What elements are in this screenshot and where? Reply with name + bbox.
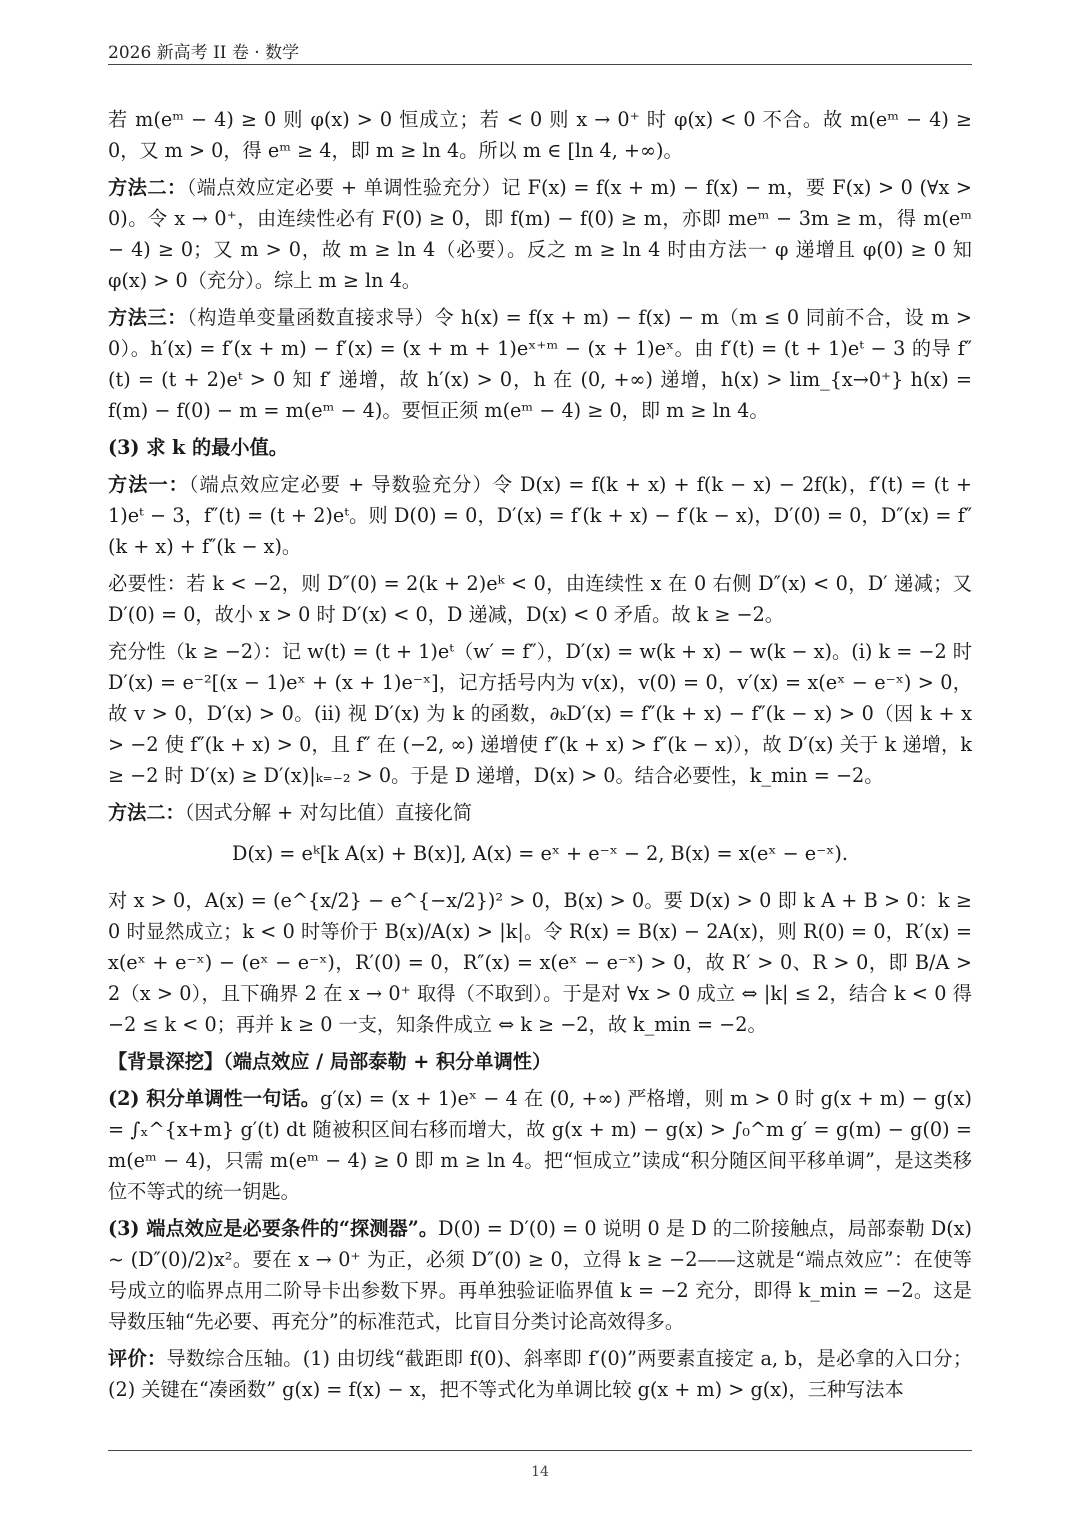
method-label: 方法一： <box>108 473 189 496</box>
paragraph-method-two: 方法二：（端点效应定必要 + 单调性验充分）记 F(x) = f(x + m) − f(x) − m，要 F(x) > 0 (∀x > 0)。令 x → 0⁺，由连续性必有 F(0) ≥ 0，即 f(m) − f(0) ≥ m，亦即 meᵐ − 3m ≥ m，得 m(eᵐ − 4) ≥ 0；又 m > 0，故 m ≥ ln 4（必要）。反之 m ≥ ln 4 时由方法一 φ 递增且 φ(0) ≥ 0 知 φ(x) > 0（充分）。综上 m ≥ ln 4。 <box>108 176 972 292</box>
section-heading-background: 【背景深挖】（端点效应 / 局部泰勒 + 积分单调性） <box>108 1050 552 1073</box>
point-label: (2) 积分单调性一句话。 <box>108 1087 321 1110</box>
footer-rule <box>108 1450 972 1451</box>
paragraph-method-three: 方法三：（构造单变量函数直接求导）令 h(x) = f(x + m) − f(x) − m（m ≤ 0 同前不合，设 m > 0）。h′(x) = f′(x + m) − f′(x) = (x + m + 1)eˣ⁺ᵐ − (x + 1)eˣ。由 f′(t) = (t + 1)eᵗ − 3 的导 f″(t) = (t + 2)eᵗ > 0 知 f′ 递增，故 h′(x) > 0，h 在 (0, +∞) 递增，h(x) > lim_{x→0⁺} h(x) = f(m) − f(0) − m = m(eᵐ − 4)。要恒正须 m(eᵐ − 4) ≥ 0，即 m ≥ ln 4。 <box>108 306 972 422</box>
page-content <box>108 104 972 1411</box>
paragraph-part3-method-two: 方法二：（因式分解 + 对勾比值）直接化简 <box>108 801 473 824</box>
method-label: 方法二： <box>108 801 185 824</box>
point-label: (3) 端点效应是必要条件的“探测器”。 <box>108 1217 439 1240</box>
method-label: 方法二： <box>108 176 187 199</box>
paragraph-sufficiency: 充分性（k ≥ −2）：记 w(t) = (t + 1)eᵗ（w′ = f″），D′(x) = w(k + x) − w(k − x)。(i) k = −2 时 D′(x) = e⁻²[(x − 1)eˣ + (x + 1)e⁻ˣ]，记方括号内为 v(x)，v(0) = 0，v′(x) = x(eˣ − e⁻ˣ) > 0，故 v > 0，D′(x) > 0。(ii) 视 D′(x) 为 k 的函数，∂ₖD′(x) = f″(k + x) − f″(k − x) > 0（因 k + x > −2 使 f″(k + x) > 0，且 f″ 在 (−2, ∞) 递增使 f″(k + x) > f″(k − x)），故 D′(x) 关于 k 递增，k ≥ −2 时 D′(x) ≥ D′(x)|ₖ₌₋₂ > 0。于是 D 递增，D(x) > 0。结合必要性，k_min = −2。 <box>108 640 972 787</box>
page-header <box>108 38 972 65</box>
header-title: 2026 新高考 II 卷 · 数学 <box>108 43 300 63</box>
paragraph-endpoint-effect: (3) 端点效应是必要条件的“探测器”。D(0) = D′(0) = 0 说明 0 是 D 的二阶接触点，局部泰勒 D(x) ∼ (D″(0)/2)x²。要在 x → 0⁺ 为正，必须 D″(0) ≥ 0，立得 k ≥ −2——这就是“端点效应”：在使等号成立的临界点用二阶导卡出参数下界。再单独验证临界值 k = −2 充分，即得 k_min = −2。这是导数压轴“先必要、再充分”的标准范式，比盲目分类讨论高效得多。 <box>108 1217 972 1333</box>
paragraph-necessity: 必要性：若 k < −2，则 D″(0) = 2(k + 2)eᵏ < 0，由连续性 x 在 0 右侧 D″(x) < 0，D′ 递减；又 D′(0) = 0，故小 x > 0 时 D′(x) < 0，D 递减，D(x) < 0 矛盾。故 k ≥ −2。 <box>108 572 972 626</box>
display-equation: D(x) = eᵏ[k A(x) + B(x)], A(x) = eˣ + e⁻ˣ − 2, B(x) = x(eˣ − e⁻ˣ). <box>232 842 848 865</box>
section-heading-part3: (3) 求 k 的最小值。 <box>108 436 288 459</box>
paragraph-integral-monotonicity: (2) 积分单调性一句话。g′(x) = (x + 1)eˣ − 4 在 (0, +∞) 严格增，则 m > 0 时 g(x + m) − g(x) = ∫ₓ^{x+m} g′(t) dt 随被积区间右移而增大，故 g(x + m) − g(x) > ∫₀^m g′ = g(m) − g(0) = m(eᵐ − 4)，只需 m(eᵐ − 4) ≥ 0 即 m ≥ ln 4。把“恒成立”读成“积分随区间平移单调”，是这类移位不等式的统一钥匙。 <box>108 1087 973 1203</box>
paragraph-evaluation: 评价：导数综合压轴。(1) 由切线“截距即 f(0)、斜率即 f′(0)”两要素直接定 a, b，是必拿的入口分；(2) 关键在“凑函数” g(x) = f(x) − x，把不等式化为单调比较 g(x + m) > g(x)，三种写法本 <box>108 1347 973 1401</box>
paragraph-ratio-analysis: 对 x > 0，A(x) = (e^{x/2} − e^{−x/2})² > 0，B(x) > 0。要 D(x) > 0 即 k A + B > 0：k ≥ 0 时显然成立；k < 0 时等价于 B(x)/A(x) > |k|。令 R(x) = B(x) − 2A(x)，则 R(0) = 0，R′(x) = x(eˣ + e⁻ˣ) − (eˣ − e⁻ˣ)，R′(0) = 0，R″(x) = x(eˣ − e⁻ˣ) > 0，故 R′ > 0、R > 0，即 B/A > 2（x > 0），且下确界 2 在 x → 0⁺ 取得（不取到）。于是对 ∀x > 0 成立 ⇔ |k| ≤ 2，结合 k < 0 得 −2 ≤ k < 0；再并 k ≥ 0 一支，知条件成立 ⇔ k ≥ −2，故 k_min = −2。 <box>108 889 972 1036</box>
paragraph-case-analysis: 若 m(eᵐ − 4) ≥ 0 则 φ(x) > 0 恒成立；若 < 0 则 x → 0⁺ 时 φ(x) < 0 不合。故 m(eᵐ − 4) ≥ 0，又 m > 0，得 eᵐ ≥ 4，即 m ≥ ln 4。所以 m ∈ [ln 4, +∞)。 <box>108 108 972 162</box>
evaluation-label: 评价： <box>108 1347 167 1370</box>
page-number: 14 <box>531 1464 549 1480</box>
method-label: 方法三： <box>108 306 188 329</box>
paragraph-part3-method-one: 方法一：（端点效应定必要 + 导数验充分）令 D(x) = f(k + x) + f(k − x) − 2f(k)，f′(t) = (t + 1)eᵗ − 3，f″(t) = (t + 2)eᵗ。则 D(0) = 0，D′(x) = f′(k + x) − f′(k − x)，D′(0) = 0，D″(x) = f″(k + x) + f″(k − x)。 <box>108 473 973 558</box>
